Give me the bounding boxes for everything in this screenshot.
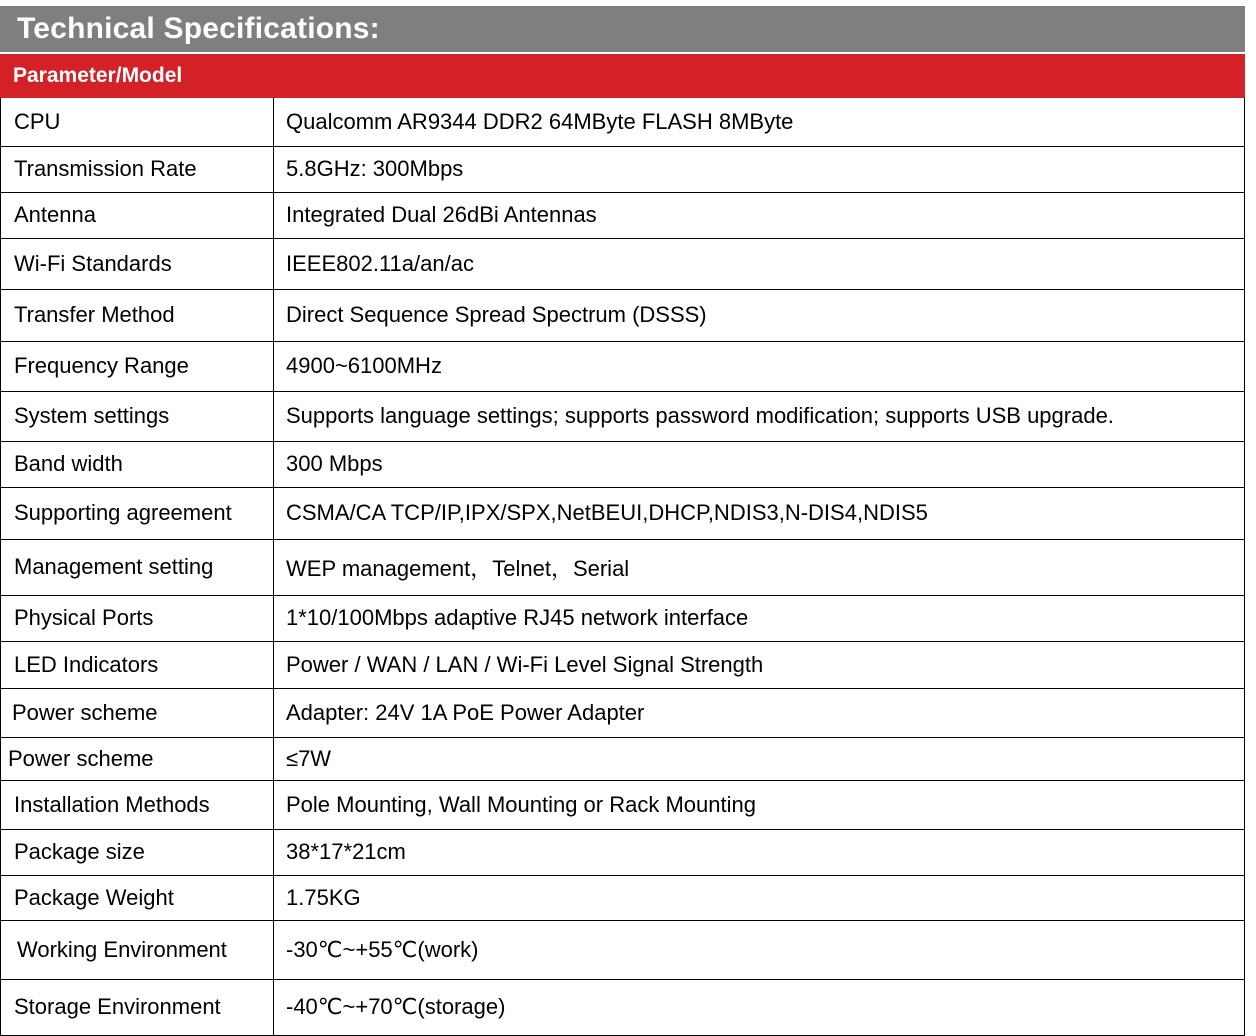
- table-row: [1, 539, 1245, 595]
- param-cell: Power scheme: [1, 737, 274, 780]
- param-cell: System settings: [1, 391, 274, 441]
- table-row: [1, 829, 1245, 875]
- param-cell: Power scheme: [1, 688, 274, 737]
- value-cell: Pole Mounting, Wall Mounting or Rack Mounting: [274, 780, 1245, 829]
- table-row: [1, 98, 1245, 146]
- table-row: [1, 920, 1245, 979]
- table-row: [1, 289, 1245, 341]
- param-cell: Management setting: [1, 539, 274, 595]
- value-cell: 300 Mbps: [274, 441, 1245, 487]
- table-header-bar: [0, 54, 1245, 98]
- param-cell: Physical Ports: [1, 595, 274, 641]
- value-cell: Integrated Dual 26dBi Antennas: [274, 192, 1245, 238]
- value-cell: Adapter: 24V 1A PoE Power Adapter: [274, 688, 1245, 737]
- table-row: [1, 875, 1245, 920]
- value-cell: Power / WAN / LAN / Wi-Fi Level Signal Strength: [274, 641, 1245, 688]
- param-cell: Frequency Range: [1, 341, 274, 391]
- param-cell: Storage Environment: [1, 979, 274, 1035]
- value-cell: -40℃~+70℃(storage): [274, 979, 1245, 1035]
- table-row: [1, 341, 1245, 391]
- table-row: [1, 238, 1245, 289]
- table-row: [1, 595, 1245, 641]
- param-cell: Package Weight: [1, 875, 274, 920]
- value-cell: WEP management，Telnet，Serial: [274, 539, 1245, 595]
- spec-table: [0, 98, 1245, 1036]
- table-row: [1, 146, 1245, 192]
- value-cell: 38*17*21cm: [274, 829, 1245, 875]
- value-cell: ≤7W: [274, 737, 1245, 780]
- param-cell: Band width: [1, 441, 274, 487]
- value-cell: IEEE802.11a/an/ac: [274, 238, 1245, 289]
- table-header-label: Parameter/Model: [13, 64, 183, 87]
- param-cell: Wi-Fi Standards: [1, 238, 274, 289]
- param-cell: Transmission Rate: [1, 146, 274, 192]
- table-row: [1, 192, 1245, 238]
- table-row: [1, 979, 1245, 1035]
- table-row: [1, 780, 1245, 829]
- table-row: [1, 688, 1245, 737]
- value-cell: Supports language settings; supports password modification; supports USB upgrade.: [274, 391, 1245, 441]
- value-cell: -30℃~+55℃(work): [274, 920, 1245, 979]
- param-cell: CPU: [1, 98, 274, 146]
- table-row: [1, 487, 1245, 539]
- table-row: [1, 641, 1245, 688]
- param-cell: Package size: [1, 829, 274, 875]
- param-cell: Antenna: [1, 192, 274, 238]
- table-row: [1, 737, 1245, 780]
- value-cell: 1*10/100Mbps adaptive RJ45 network interface: [274, 595, 1245, 641]
- table-row: [1, 441, 1245, 487]
- param-cell: Supporting agreement: [1, 487, 274, 539]
- page-title: Technical Specifications:: [17, 12, 380, 45]
- param-cell: Working Environment: [1, 920, 274, 979]
- value-cell: Direct Sequence Spread Spectrum (DSSS): [274, 289, 1245, 341]
- value-cell: 5.8GHz: 300Mbps: [274, 146, 1245, 192]
- table-row: [1, 391, 1245, 441]
- title-bar: [0, 6, 1245, 52]
- param-cell: LED Indicators: [1, 641, 274, 688]
- value-cell: 4900~6100MHz: [274, 341, 1245, 391]
- value-cell: CSMA/CA TCP/IP,IPX/SPX,NetBEUI,DHCP,NDIS3,N-DIS4,NDIS5: [274, 487, 1245, 539]
- value-cell: Qualcomm AR9344 DDR2 64MByte FLASH 8MByte: [274, 98, 1245, 146]
- param-cell: Installation Methods: [1, 780, 274, 829]
- value-cell: 1.75KG: [274, 875, 1245, 920]
- param-cell: Transfer Method: [1, 289, 274, 341]
